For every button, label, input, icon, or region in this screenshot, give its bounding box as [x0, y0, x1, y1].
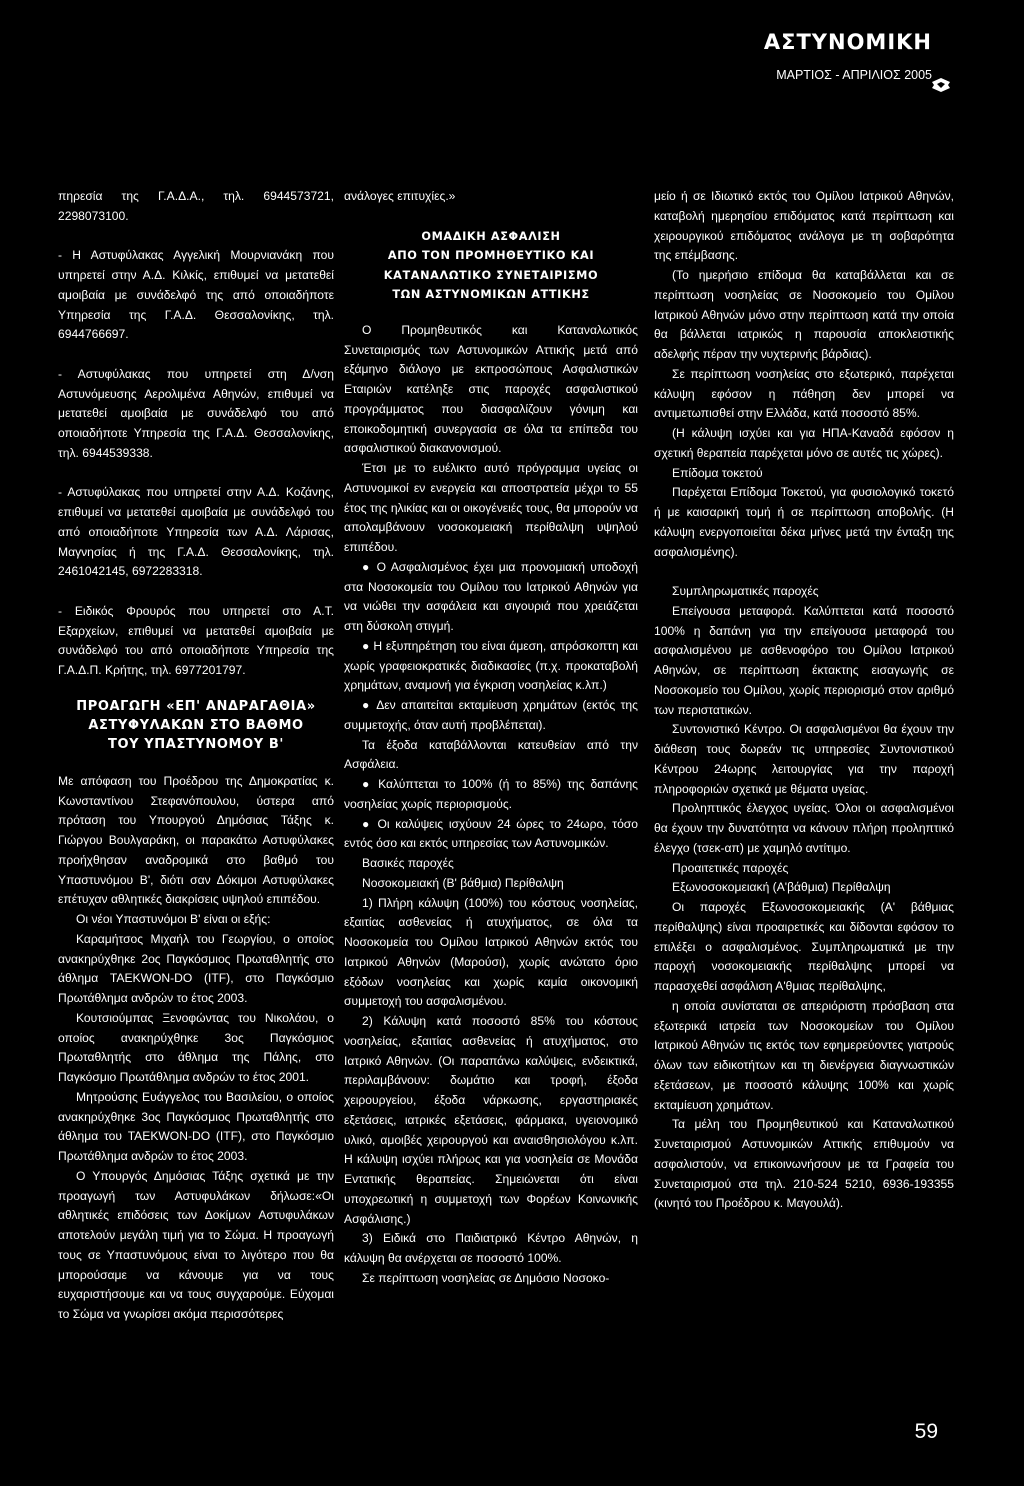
body-paragraph: Τα μέλη του Προμηθευτικού και Καταναλωτικού Συνεταιρισμού Αστυνομικών Αττικής επιθυμούν να ασφαλιστούν, να επικοινωνήσουν με τα Γραφεία του Συνεταιρισμού στα τηλ. 210-524 5210, 6936-193355 (κινητό του Προέδρου κ. Μαγουλά).: [654, 1117, 954, 1211]
notice-paragraph: - Αστυφύλακας που υπηρετεί στη Δ/νση Αστυνόμευσης Αερολιμένα Αθηνών, επιθυμεί να μετατεθεί αμοιβαία με συνάδελφό του από οποιαδήποτε Υπηρεσία της Γ.Α.Δ. Θεσσαλονίκης, τηλ. 6944539338.: [58, 366, 334, 460]
body-paragraph: Τα έξοδα καταβάλλονται κατευθείαν από την Ασφάλεια.: [344, 737, 638, 772]
body-paragraph: Ο Υπουργός Δημόσιας Τάξης σχετικά με την προαγωγή των Αστυφυλάκων δήλωσε:«Οι αθλητικές επιδόσεις των Δοκίμων Αστυφυλάκων αποτελούν μεγάλη τιμή για το Σώμα. Η προαγωγή τους σε Υπαστυνόμους είναι το λιγότερο που θα μπορούσαμε να κάνουμε για να τους ευχαριστήσουμε και να τους συγχαρούμε. Εύχομαι το Σώμα να γνωρίσει ακόμα περισσότερες: [58, 1168, 334, 1321]
body-paragraph: Έτσι με το ευέλικτο αυτό πρόγραμμα υγείας οι Αστυνομικοί εν ενεργεία και αποστρατεία μέχρι το 55 έτος της ηλικίας και οι οικογένειές τους, θα μπορούν να απολαμβάνουν νοσοκομειακή περίθαλψη υψηλού επιπέδου.: [344, 461, 638, 554]
notice-paragraph: - Η Αστυφύλακας Αγγελική Μουρνιανάκη που υπηρετεί στην Α.Δ. Κιλκίς, επιθυμεί να μετατεθεί αμοιβαία με συνάδελφό της από οποιαδήποτε Υπηρεσία της Γ.Α.Δ. Θεσσαλονίκης, τηλ. 6944766697.: [58, 248, 334, 342]
body-paragraph: 1) Πλήρη κάλυψη (100%) του κόστους νοσηλείας, εξαιτίας ασθενείας ή ατυχήματος, σε όλα τα Νοσοκομεία του Ομίλου Ιατρικού Αθηνών εκτός του Ιατρικού Αθηνών (Μαρούσι), χωρίς ανώτατο όριο εξόδων νοσηλείας και χωρίς καμία οικονομική συμμετοχή του ασφαλισμένου.: [344, 895, 638, 1009]
heading-line: ΤΩΝ ΑΣΤΥΝΟΜΙΚΩΝ ΑΤΤΙΚΗΣ: [392, 288, 590, 302]
section-heading-promotion: [58, 697, 334, 754]
column-3: [654, 187, 954, 1214]
subheading: Συμπληρωματικές παροχές: [672, 584, 819, 598]
heading-line: ΟΜΑΔΙΚΗ ΑΣΦΑΛΙΣΗ: [421, 229, 561, 243]
column-2: [344, 187, 638, 1289]
bullet-paragraph: ● Δεν απαιτείται εκταμίευση χρημάτων (εκτός της συμμετοχής, όταν αυτή προβλέπεται).: [344, 698, 638, 732]
body-paragraph: (Η κάλυψη ισχύει και για ΗΠΑ-Καναδά εφόσον η σχετική θεραπεία παρέχεται μόνο σε αυτές τις χώρες).: [654, 426, 954, 460]
notice-paragraph: πηρεσία της Γ.Α.Δ.Α., τηλ. 6944573721, 2298073100.: [58, 189, 334, 223]
bullet-paragraph: ● Οι καλύψεις ισχύουν 24 ώρες το 24ωρο, τόσο εντός όσο και εκτός υπηρεσίας των Αστυνομικών.: [344, 816, 638, 851]
body-paragraph: η οποία συνίσταται σε απεριόριστη πρόσβαση στα εξωτερικά ιατρεία των Νοσοκομείων του Ομίλου Ιατρικού Αθηνών τις εκτός των εφημερεύοντες γιατρούς όλων των ειδικοτήτων και τη διενέργεια διαγνωστικών εξετάσεων, με ποσοστό κάλυψης 100% και χωρίς εκταμίευση χρημάτων.: [654, 998, 954, 1112]
body-paragraph: ανάλογες επιτυχίες.»: [344, 189, 456, 203]
body-paragraph: Με απόφαση του Προέδρου της Δημοκρατίας κ. Κωνσταντίνου Στεφανόπουλου, ύστερα από πρόταση του Υπουργού Δημόσιας Τάξης κ. Γιώργου Βουλγαράκη, οι παρακάτω Αστυφύλακες προήχθησαν αναδρομικά στο βαθμό του Υπαστυνόμου Β', διότι σαν Δόκιμοι Αστυφύλακες επέτυχαν αθλητικές διακρίσεις υψηλού επιπέδου.: [58, 773, 334, 907]
body-paragraph: μείο ή σε Ιδιωτικό εκτός του Ομίλου Ιατρικού Αθηνών, καταβολή ημερησίου επιδόματος κατά περίπτωση και χειρουργικού επιδόματος ανάλογα με τη σοβαρότητα της επέμβασης.: [654, 189, 954, 263]
magazine-title: ΑΣΤΥΝΟΜΙΚΗ: [763, 30, 932, 54]
notice-paragraph: - Αστυφύλακας που υπηρετεί στην Α.Δ. Κοζάνης, επιθυμεί να μετατεθεί αμοιβαία με συνάδελφό του από οποιαδήποτε Υπηρεσία των Α.Δ. Λάρισας, Μαγνησίας ή της Γ.Α.Δ. Θεσσαλονίκης, τηλ. 2461042145, 6972283318.: [58, 485, 334, 579]
body-paragraph: Σε περίπτωση νοσηλείας σε Δημόσιο Νοσοκο-: [362, 1270, 610, 1285]
page-number: 59: [914, 1420, 938, 1443]
heading-line: ΤΟΥ ΥΠΑΣΤΥΝΟΜΟΥ Β': [108, 736, 284, 752]
body-paragraph: Οι νέοι Υπαστυνόμοι Β' είναι οι εξής:: [76, 912, 271, 926]
body-paragraph: Σε περίπτωση νοσηλείας στο εξωτερικό, παρέχεται κάλυψη εφόσον η πάθηση δεν μπορεί να αντιμετωπισθεί στην Ελλάδα, κατά ποσοστό 85%.: [654, 366, 954, 421]
body-paragraph: 2) Κάλυψη κατά ποσοστό 85% του κόστους νοσηλείας, εξαιτίας ασθενείας ή ατυχήματος, στο Ιατρικό Αθηνών. (Οι παραπάνω καλύψεις, ενδεικτικά, περιλαμβάνουν: δωμάτιο και τροφή, έξοδα χειρουργείου, έξοδα νάρκωσης, εργαστηριακές εξετάσεις, ιατρικές εξετάσεις, φάρμακα, υγειονομικό υλικό, αμοιβές χειρουργού και αναισθησιολόγου κ.λπ. Η κάλυψη ισχύει πλήρως και για νοσηλεία σε Μονάδα Εντατικής θεραπείας. Σημειώνεται ότι είναι υποχρεωτική η συμμετοχή των Φορέων Κοινωνικής Ασφάλισης.): [344, 1014, 638, 1226]
notice-paragraph: - Ειδικός Φρουρός που υπηρετεί στο Α.Τ. Εξαρχείων, επιθυμεί να μετατεθεί αμοιβαία με συνάδελφό του από οποιαδήποτε Υπηρεσία της Γ.Α.Δ.Π. Κρήτης, τηλ. 6977201797.: [58, 603, 334, 677]
subheading: Εξωνοσοκομειακή (Α'βάθμια) Περίθαλψη: [672, 880, 891, 895]
section-heading-insurance: [344, 227, 638, 305]
heading-line: ΑΣΤΥΦΥΛΑΚΩΝ ΣΤΟ ΒΑΘΜΟ: [88, 717, 304, 733]
body-paragraph: Καραμήτσος Μιχαήλ του Γεωργίου, ο οποίος ανακηρύχθηκε 2ος Παγκόσμιος Πρωταθλητής στο άθλημα TAEKWON-DO (ITF), στο Παγκόσμιο Πρωτάθλημα ανδρών το έτος 2003.: [58, 931, 334, 1005]
body-paragraph: Συντονιστικό Κέντρο. Οι ασφαλισμένοι θα έχουν την διάθεση τους δωρεάν τις υπηρεσίες Συντονιστικού Κέντρου 24ωρης λειτουργίας για την παροχή πληροφοριών σχετικά με θέματα υγείας.: [654, 722, 954, 796]
issue-date: ΜΑΡΤΙΟΣ - ΑΠΡΙΛΙΟΣ 2005: [776, 68, 932, 82]
subheading: Νοσοκομειακή (Β' βάθμια) Περίθαλψη: [362, 875, 564, 890]
subheading: Επίδομα τοκετού: [672, 465, 763, 480]
body-paragraph: Επείγουσα μεταφορά. Καλύπτεται κατά ποσοστό 100% η δαπάνη για την επείγουσα μεταφορά του ασφαλισμένου με ασθενοφόρο του Ομίλου Ιατρικού Αθηνών, σε περίπτωση έκτακτης εισαγωγής σε Νοσοκομείο του Ομίλου, χωρίς περιορισμό στον αριθμό των περιστατικών.: [654, 603, 954, 717]
bullet-paragraph: ● Η εξυπηρέτηση του είναι άμεση, απρόσκοπτη και χωρίς γραφειοκρατικές διαδικασίες (π.χ. προκαταβολή χρημάτων, αναμονή για έγκριση νοσηλείας κ.λπ.): [344, 638, 638, 693]
body-paragraph: (Το ημερήσιο επίδομα θα καταβάλλεται και σε περίπτωση νοσηλείας σε Νοσοκομείο του Ομίλου Ιατρικού Αθηνών μόνο στην περίπτωση κατά την οποία θα βάλλεται ιατρικώς η παρουσία αποκλειστικής αδελφής πέραν την νυχτερινής βάρδιας).: [654, 268, 954, 361]
body-paragraph: Οι παροχές Εξωνοσοκομειακής (Α' βάθμιας περίθαλψης) είναι προαιρετικές και δίδονται εφόσον το επιλέξει ο ασφαλισμένος. Συμπληρωματικά με την παροχή νοσοκομειακής περίθαλψης μπορεί να παρασχεθεί ασφάλιση Α'θμιας περίθαλψης,: [654, 900, 954, 993]
bullet-paragraph: ● Καλύπτεται το 100% (ή το 85%) της δαπάνης νοσηλείας χωρίς περιορισμούς.: [344, 777, 638, 811]
bullet-paragraph: ● Ο Ασφαλισμένος έχει μια προνομιακή υποδοχή στα Νοσοκομεία του Ομίλου του Ιατρικού Αθηνών για να νιώθει την ασφάλεια και σιγουριά που χρειάζεται στη δύσκολη στιγμή.: [344, 559, 638, 633]
column-1: [58, 187, 334, 1325]
heading-line: ΚΑΤΑΝΑΛΩΤΙΚΟ ΣΥΝΕΤΑΙΡΙΣΜΟ: [383, 268, 599, 282]
body-paragraph: Μητρούσης Ευάγγελος του Βασιλείου, ο οποίος ανακηρύχθηκε 3ος Παγκόσμιος Πρωταθλητής στο άθλημα του TAEKWON-DO (ITF), στο Παγκόσμιο Πρωτάθλημα ανδρών το έτος 2003.: [58, 1089, 334, 1163]
body-paragraph: 3) Ειδικά στο Παιδιατρικό Κέντρο Αθηνών, η κάλυψη θα ανέρχεται σε ποσοστό 100%.: [344, 1231, 638, 1265]
body-paragraph: Παρέχεται Επίδομα Τοκετού, για φυσιολογικό τοκετό ή με καισαρική τομή ή σε περίπτωση αποβολής. (Η κάλυψη ενεργοποιείται δέκα μήνες μετά την ένταξη της ασφαλισμένης).: [654, 485, 954, 559]
subheading: Βασικές παροχές: [362, 856, 454, 870]
body-paragraph: Κουτσιούμπας Ξενοφώντας του Νικολάου, ο οποίος ανακηρύχθηκε 3ος Παγκόσμιος Πρωταθλητής στο άθλημα της Πάλης, στο Παγκόσμιο Πρωτάθλημα ανδρών το έτος 2001.: [58, 1010, 334, 1084]
subheading: Προαιτετικές παροχές: [672, 860, 789, 875]
heading-line: ΠΡΟΑΓΩΓΗ «ΕΠ' ΑΝΔΡΑΓΑΘΙΑ»: [76, 698, 316, 714]
body-paragraph: Προληπτικός έλεγχος υγείας. Όλοι οι ασφαλισμένοι θα έχουν την δυνατότητα να κάνουν πλήρη προληπτικό έλεγχο (τσεκ-απ) με χαμηλό αντίτιμο.: [654, 801, 954, 855]
heading-line: ΑΠΟ ΤΟΝ ΠΡΟΜΗΘΕΥΤΙΚΟ ΚΑΙ: [387, 249, 595, 263]
police-emblem-icon: [930, 76, 952, 94]
masthead: [764, 30, 932, 82]
body-paragraph: Ο Προμηθευτικός και Καταναλωτικός Συνεταιρισμός των Αστυνομικών Αττικής μετά από εξάμηνο διάλογο με εκπροσώπους Ασφαλιστικών Εταιριών κατέληξε στις παροχές ασφαλιστικού προγράμματος που διασφαλίζουν γόνιμη και εποικοδομητική συνεργασία σε όλα τα επίπεδα του ασφαλιστικού διακανονισμού.: [344, 322, 638, 456]
